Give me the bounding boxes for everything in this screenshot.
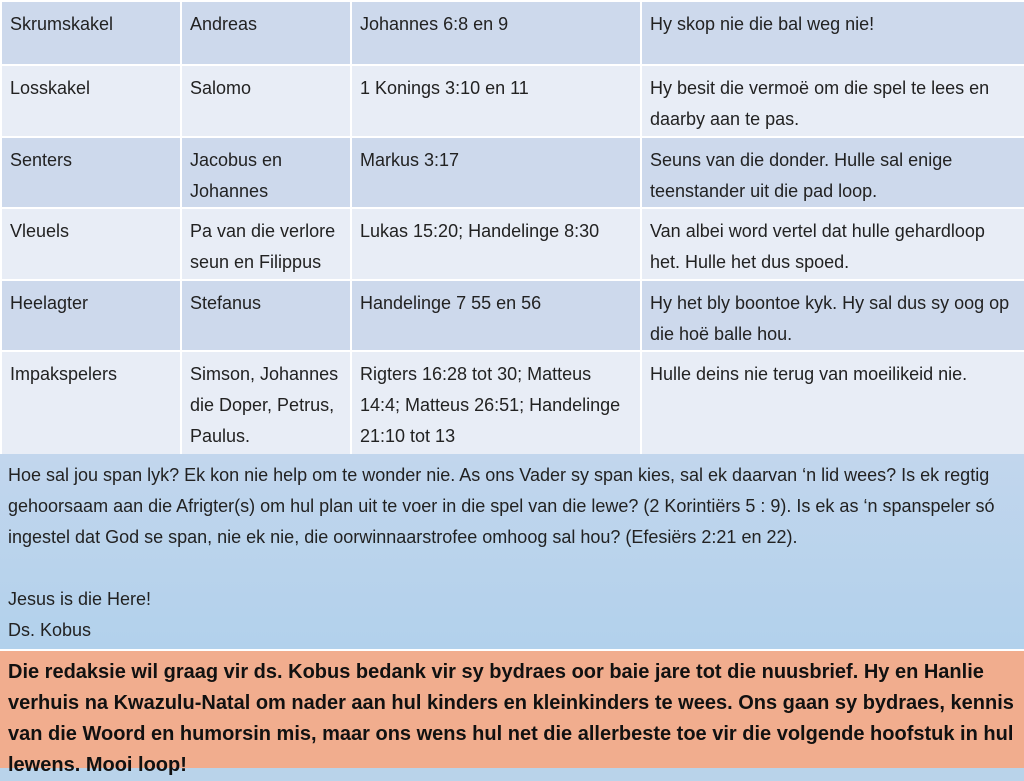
- table-cell-position: Impakspelers: [1, 351, 181, 455]
- closing-line: Jesus is die Here!: [8, 589, 152, 609]
- table-cell-position: Vleuels: [1, 208, 181, 280]
- table-row: [1, 351, 1024, 455]
- table-cell-person: Simson, Johannes die Doper, Petrus, Paulus.: [181, 351, 351, 455]
- table-row: [1, 208, 1024, 280]
- table-cell-position: Heelagter: [1, 280, 181, 351]
- table-cell-reference: Markus 3:17: [351, 137, 641, 208]
- table-row: [1, 1, 1024, 65]
- table-cell-person: Jacobus en Johannes: [181, 137, 351, 208]
- table-cell-reference: Lukas 15:20; Handelinge 8:30: [351, 208, 641, 280]
- editorial-notice: Die redaksie wil graag vir ds. Kobus bedank vir sy bydraes oor baie jare tot die nuusbrief. Hy en Hanlie verhuis na Kwazulu-Natal om nader aan hul kinders en kleinkinders te wees. Ons gaan sy bydraes, kennis van die Woord en humorsin mis, maar ons wens hul net die allerbeste toe vir die volgende hoofstuk in hul lewens. Mooi loop!: [0, 649, 1024, 768]
- table-cell-description: Hy het bly boontoe kyk. Hy sal dus sy oog op die hoë balle hou.: [641, 280, 1024, 351]
- table-cell-reference: Rigters 16:28 tot 30; Matteus 14:4; Matteus 26:51; Handelinge 21:10 tot 13: [351, 351, 641, 455]
- table-row: [1, 137, 1024, 208]
- table-row: [1, 280, 1024, 351]
- spacer: [8, 553, 1014, 584]
- table-cell-position: Skrumskakel: [1, 1, 181, 65]
- table-cell-person: Stefanus: [181, 280, 351, 351]
- table-cell-position: Senters: [1, 137, 181, 208]
- closing-section: [0, 454, 1024, 649]
- table-cell-person: Andreas: [181, 1, 351, 65]
- table-cell-reference: Johannes 6:8 en 9: [351, 1, 641, 65]
- table-cell-reference: Handelinge 7 55 en 56: [351, 280, 641, 351]
- table-cell-reference: 1 Konings 3:10 en 11: [351, 65, 641, 137]
- signature: Ds. Kobus: [8, 620, 92, 640]
- table-cell-description: Hulle deins nie terug van moeilikeid nie.: [641, 351, 1024, 455]
- table-cell-person: Salomo: [181, 65, 351, 137]
- table-cell-description: Van albei word vertel dat hulle gehardloop het. Hulle het dus spoed.: [641, 208, 1024, 280]
- table-row: [1, 65, 1024, 137]
- table-cell-description: Hy skop nie die bal weg nie!: [641, 1, 1024, 65]
- table-cell-description: Hy besit die vermoë om die spel te lees en daarby aan te pas.: [641, 65, 1024, 137]
- table-cell-person: Pa van die verlore seun en Filippus: [181, 208, 351, 280]
- table-cell-position: Losskakel: [1, 65, 181, 137]
- table-cell-description: Seuns van die donder. Hulle sal enige teenstander uit die pad loop.: [641, 137, 1024, 208]
- closing-paragraph: Hoe sal jou span lyk? Ek kon nie help om te wonder nie. As ons Vader sy span kies, sal ek daarvan ‘n lid wees? Is ek regtig gehoorsaam aan die Afrigter(s) om hul plan uit te voer in die spel van die lewe? (2 Korintiërs 5 : 9). Is ek as ‘n spanspeler só ingestel dat God se span, nie ek nie, die oorwinnaarstrofee omhoog sal hou? (Efesiërs 2:21 en 22).: [8, 465, 995, 547]
